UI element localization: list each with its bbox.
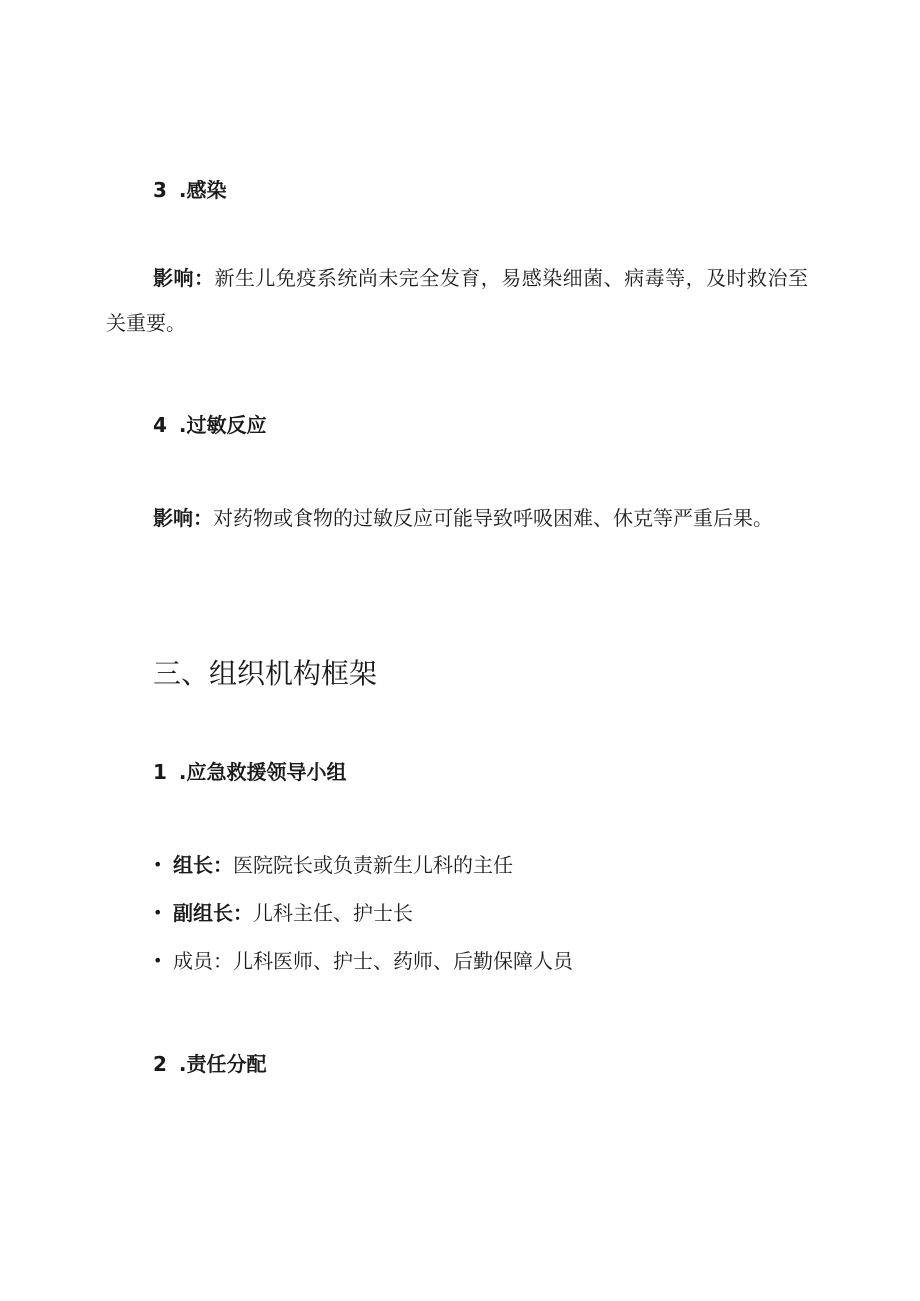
impact-text: 新生儿免疫系统尚未完全发育，易感染细菌、病毒等，及时救治至关重要。 bbox=[106, 266, 809, 335]
section-title: 三、组织机构框架 bbox=[153, 657, 378, 690]
member-label: 副组长： bbox=[173, 901, 253, 925]
subsection-heading-responsibility bbox=[153, 1050, 267, 1078]
item-title: .过敏反应 bbox=[178, 413, 267, 437]
list-item bbox=[153, 851, 573, 899]
member-list bbox=[153, 851, 573, 995]
list-item bbox=[153, 947, 573, 995]
impact-paragraph-allergy bbox=[106, 496, 808, 541]
impact-text: 对药物或食物的过敏反应可能导致呼吸困难、休克等严重后果。 bbox=[213, 506, 773, 530]
subsection-heading-leadership bbox=[153, 758, 347, 786]
subsection-title: .应急救援领导小组 bbox=[178, 760, 347, 784]
subsection-number: 1 bbox=[153, 760, 167, 784]
bullet-icon: • bbox=[153, 855, 163, 874]
member-label: 组长： bbox=[173, 853, 233, 877]
subsection-number: 2 bbox=[153, 1052, 167, 1076]
subsection-title: .责任分配 bbox=[178, 1052, 267, 1076]
bullet-icon: • bbox=[153, 903, 163, 922]
item-title: .感染 bbox=[178, 178, 227, 202]
item-heading-allergy bbox=[153, 411, 267, 439]
item-number: 4 bbox=[153, 413, 167, 437]
list-item bbox=[153, 899, 573, 947]
member-text: 医院院长或负责新生儿科的主任 bbox=[233, 853, 513, 877]
item-number: 3 bbox=[153, 178, 167, 202]
bullet-icon: • bbox=[153, 951, 163, 970]
impact-paragraph-infection bbox=[106, 256, 808, 346]
item-heading-infection bbox=[153, 176, 227, 204]
impact-label: 影响： bbox=[153, 266, 215, 290]
impact-label: 影响： bbox=[153, 506, 213, 530]
member-label: 成员： bbox=[173, 949, 233, 973]
member-text: 儿科主任、护士长 bbox=[253, 901, 413, 925]
member-text: 儿科医师、护士、药师、后勤保障人员 bbox=[233, 949, 573, 973]
